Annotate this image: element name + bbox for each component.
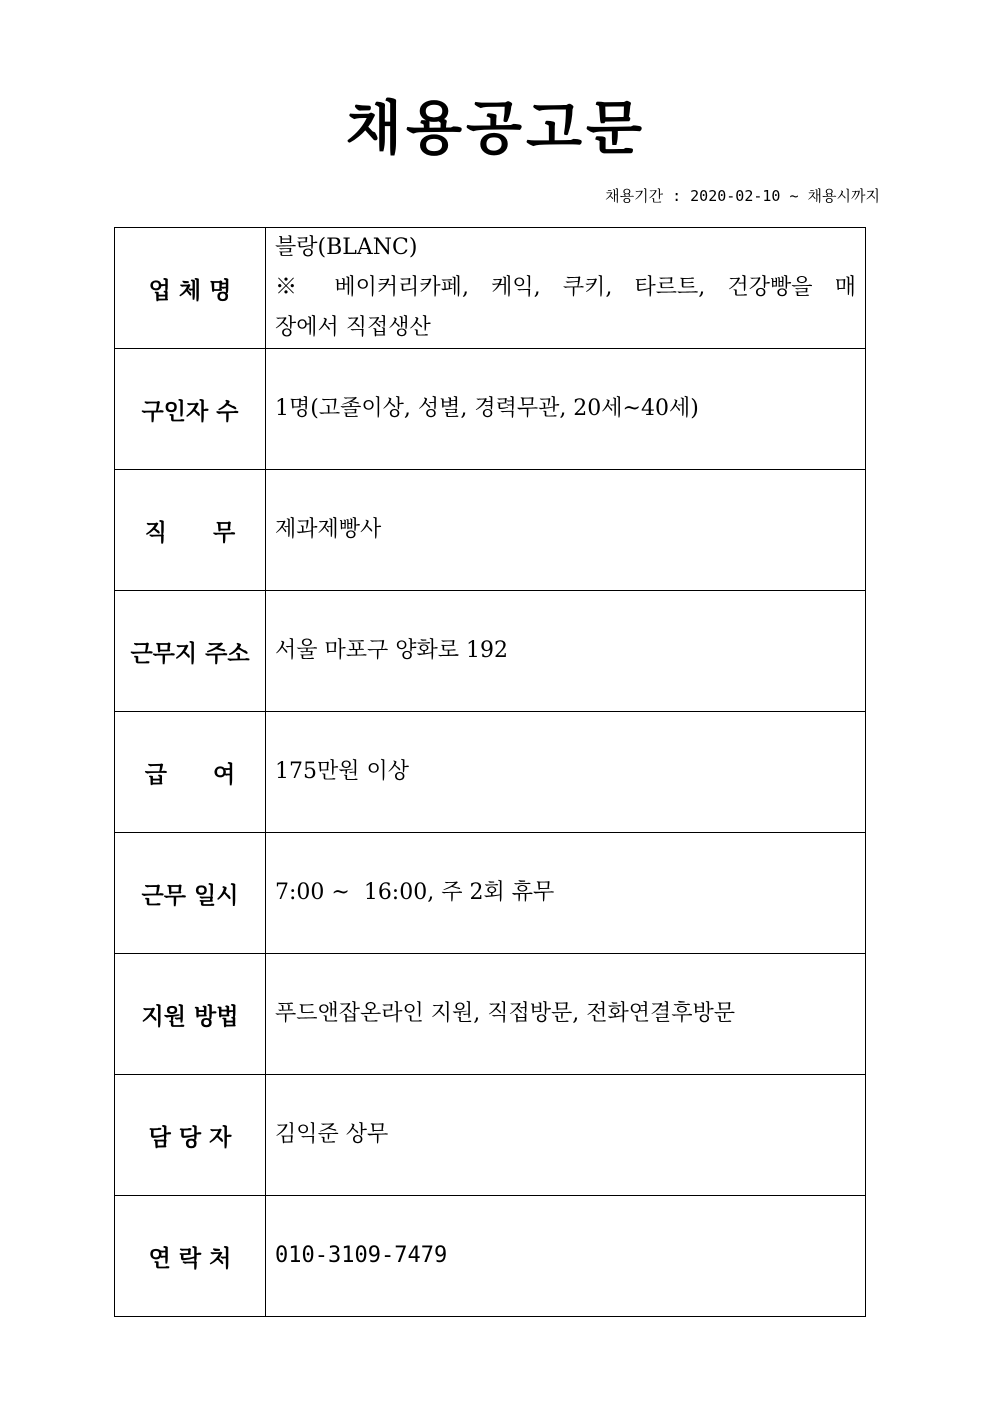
row-value-work-hours: 7:00 ~ 16:00, 주 2회 휴무	[266, 833, 866, 954]
job-notice-table	[114, 227, 866, 1317]
row-value-headcount: 1명(고졸이상, 성별, 경력무관, 20세~40세)	[266, 349, 866, 470]
row-label-apply-method: 지원 방법	[115, 954, 266, 1075]
table-row-work-hours	[115, 833, 866, 954]
row-label-phone: 연 락 처	[115, 1196, 266, 1317]
row-label-duty: 직 무	[115, 470, 266, 591]
table-row-salary	[115, 712, 866, 833]
row-value-duty: 제과제빵사	[266, 470, 866, 591]
row-value-apply-method: 푸드앤잡온라인 지원, 직접방문, 전화연결후방문	[266, 954, 866, 1075]
row-label-salary: 급 여	[115, 712, 266, 833]
table-row-contact-person	[115, 1075, 866, 1196]
row-label-work-hours: 근무 일시	[115, 833, 266, 954]
row-value-company	[266, 228, 866, 349]
row-label-headcount: 구인자 수	[115, 349, 266, 470]
company-name: 블랑(BLANC)	[275, 235, 418, 260]
table-row-phone	[115, 1196, 866, 1317]
row-value-contact-person: 김익준 상무	[266, 1075, 866, 1196]
recruitment-period: 채용기간 : 2020-02-10 ~ 채용시까지	[605, 187, 880, 205]
table-row-apply-method	[115, 954, 866, 1075]
row-value-address: 서울 마포구 양화로 192	[266, 591, 866, 712]
row-label-address: 근무지 주소	[115, 591, 266, 712]
row-value-phone: 010-3109-7479	[266, 1196, 866, 1317]
company-description-line-1: ※ 베이커리카페, 케익, 쿠키, 타르트, 건강빵을 매	[275, 275, 856, 300]
row-value-salary: 175만원 이상	[266, 712, 866, 833]
row-label-contact-person: 담 당 자	[115, 1075, 266, 1196]
table-row-duty	[115, 470, 866, 591]
row-label-company: 업 체 명	[115, 228, 266, 349]
table-row-headcount	[115, 349, 866, 470]
company-description-line-2: 장에서 직접생산	[275, 315, 431, 340]
page-title: 채용공고문	[345, 94, 647, 162]
table-row-company	[115, 228, 866, 349]
table-row-address	[115, 591, 866, 712]
